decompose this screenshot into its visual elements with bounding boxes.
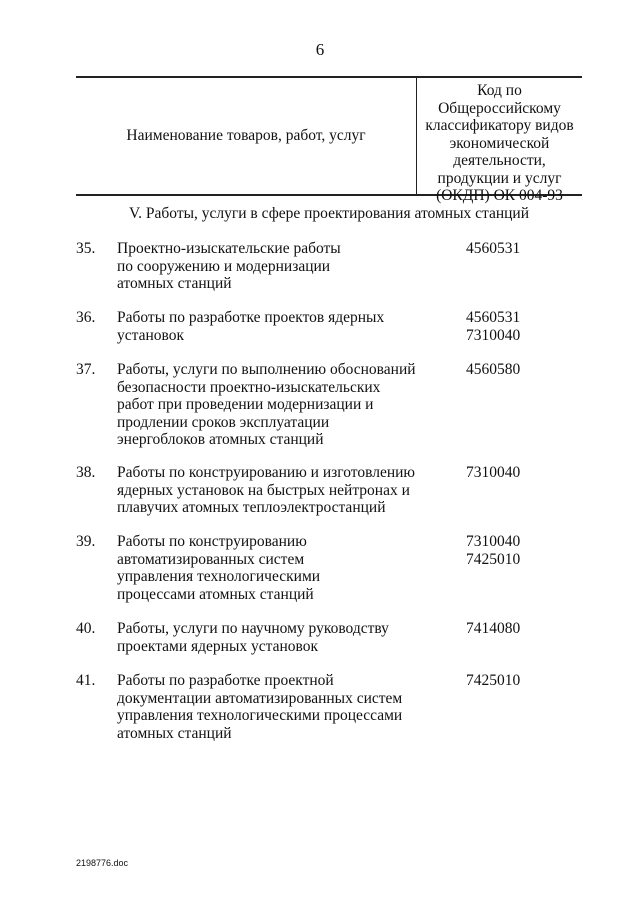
item-number: 35. [76, 240, 96, 257]
item-code: 4560531 [466, 309, 521, 326]
header-code-line: (ОКДП) ОК 004-93 [436, 187, 563, 204]
item-description-line: автоматизированных систем [117, 550, 305, 568]
item-description-line: Работы по разработке проектной [117, 672, 334, 689]
item-description [117, 620, 417, 655]
item-number: 41. [76, 672, 96, 689]
item-description-line: продлении сроков эксплуатации [117, 413, 330, 431]
item-description-line: Проектно-изыскательские работы [117, 240, 341, 257]
item-description-line: по сооружению и модернизации [117, 257, 331, 275]
item-code: 7414080 [466, 620, 521, 637]
item-codes [466, 672, 546, 690]
item-description-line: процессами атомных станций [117, 585, 314, 603]
item-codes [466, 309, 546, 344]
item-description-line: установок [117, 326, 185, 344]
item-code: 7310040 [466, 326, 521, 344]
item-description-line: управления технологическими процессами [117, 707, 403, 724]
item-code: 7310040 [466, 464, 521, 481]
item-description [117, 533, 417, 603]
header-code-line: Код по [477, 82, 522, 99]
item-number: 40. [76, 620, 96, 637]
header-code-line: классификатору видов [425, 117, 574, 134]
item-description-line: плавучих атомных теплоэлектростанций [117, 499, 386, 516]
item-description [117, 464, 417, 517]
item-code: 7425010 [466, 550, 521, 568]
item-number: 37. [76, 361, 96, 378]
item-number: 36. [76, 309, 96, 326]
item-codes [466, 464, 546, 482]
footer-filename: 2198776.doc [76, 858, 129, 868]
header-code-column [417, 82, 582, 205]
item-code: 7310040 [466, 533, 521, 550]
item-codes [466, 533, 546, 568]
item-number: 39. [76, 533, 96, 550]
item-description-line: Работы, услуги по выполнению обоснований [117, 361, 416, 378]
item-description [117, 361, 417, 449]
header-code-line: деятельности, [453, 152, 546, 169]
item-description-line: документации автоматизированных систем [117, 689, 403, 707]
item-description-line: проектами ядерных установок [117, 637, 319, 655]
item-description-line: Работы по конструированию [117, 533, 307, 550]
item-description-line: управления технологическими [117, 568, 321, 585]
header-code-line: Общероссийскому [438, 99, 561, 117]
item-code: 7425010 [466, 672, 521, 689]
item-code: 4560531 [466, 240, 521, 257]
table-header [76, 76, 582, 204]
item-description-line: безопасности проектно-изыскательских [117, 378, 381, 396]
item-number: 38. [76, 464, 96, 481]
item-description [117, 309, 417, 344]
item-codes [466, 620, 546, 638]
item-description-line: атомных станций [117, 275, 232, 292]
header-name-column: Наименование товаров, работ, услуг [126, 127, 366, 144]
item-description-line: атомных станций [117, 724, 232, 742]
item-description-line: работ при проведении модернизации и [117, 396, 374, 413]
item-description-line: Работы, услуги по научному руководству [117, 620, 389, 637]
item-code: 4560580 [466, 361, 521, 378]
item-description [117, 240, 417, 293]
page-number: 6 [315, 40, 325, 59]
header-code-line: продукции и услуг [437, 169, 562, 187]
item-codes [466, 240, 546, 258]
item-description-line: Работы по разработке проектов ядерных [117, 309, 385, 326]
item-description [117, 672, 417, 742]
section-title: V. Работы, услуги в сфере проектирования атомных станций [128, 205, 530, 222]
item-codes [466, 361, 546, 379]
item-description-line: Работы по конструированию и изготовлению [117, 464, 415, 481]
item-description-line: ядерных установок на быстрых нейтронах и [117, 481, 410, 499]
header-code-line: экономической [449, 134, 550, 152]
item-description-line: энергоблоков атомных станций [117, 431, 324, 448]
